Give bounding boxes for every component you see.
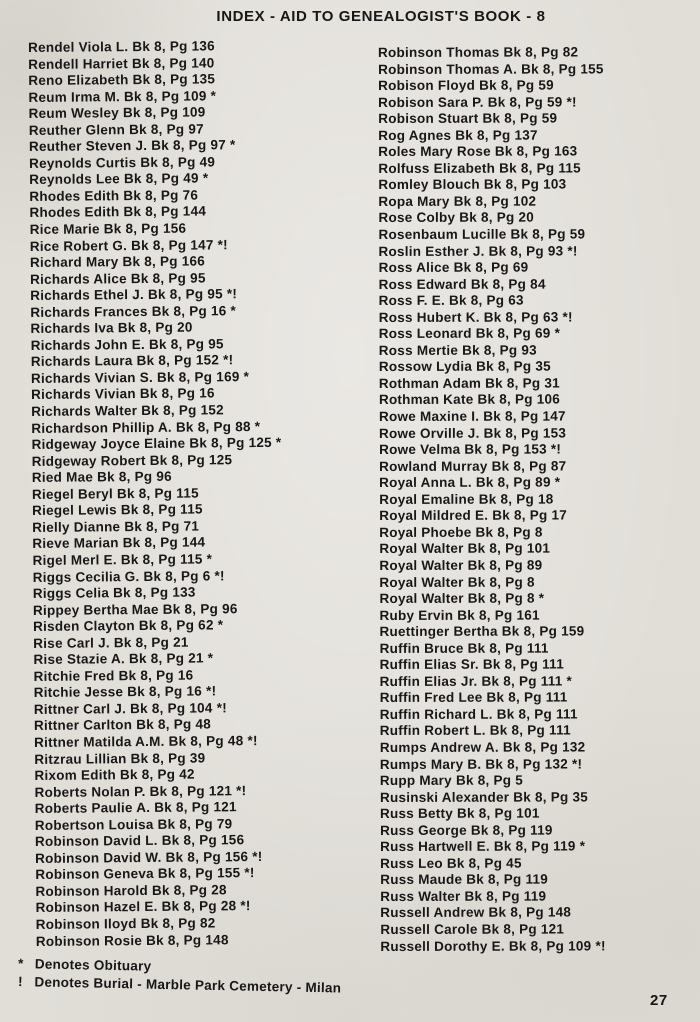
index-entry: Romley Blouch Bk 8, Pg 103 xyxy=(378,176,567,193)
footnotes xyxy=(15,955,342,998)
index-entry: Richard Mary Bk 8, Pg 166 xyxy=(29,253,206,271)
index-entry: Reynolds Lee Bk 8, Pg 49 * xyxy=(29,170,209,188)
index-entry: Ruby Ervin Bk 8, Pg 161 xyxy=(379,607,540,623)
index-entry: Richards Frances Bk 8, Pg 16 * xyxy=(30,302,237,320)
index-entry: Russell Carole Bk 8, Pg 121 xyxy=(380,921,565,937)
exclamation-symbol: ! xyxy=(17,974,23,990)
index-entry: Rhodes Edith Bk 8, Pg 144 xyxy=(29,203,207,221)
index-right-column xyxy=(378,44,695,955)
index-entry: Richards Walter Bk 8, Pg 152 xyxy=(31,402,224,420)
index-entry: Rise Stazie A. Bk 8, Pg 21 * xyxy=(33,650,214,668)
index-entry: Ridgeway Joyce Elaine Bk 8, Pg 125 * xyxy=(31,434,282,453)
index-left-column xyxy=(28,37,376,950)
index-entry: Rosenbaum Lucille Bk 8, Pg 59 xyxy=(378,226,586,243)
index-entry: Rhodes Edith Bk 8, Pg 76 xyxy=(29,187,199,204)
index-entry: Robinson Rosie Bk 8, Pg 148 xyxy=(35,931,229,949)
index-entry: Reuther Steven J. Bk 8, Pg 97 * xyxy=(28,137,236,155)
index-entry: Rendell Harriet Bk 8, Pg 140 xyxy=(28,54,215,72)
index-entry: Russ Betty Bk 8, Pg 101 xyxy=(379,805,540,822)
index-entry: Robinson Hazel E. Bk 8, Pg 28 *! xyxy=(35,898,251,916)
index-entry: Ruffin Robert L. Bk 8, Pg 111 xyxy=(379,722,571,739)
index-entry: Royal Mildred E. Bk 8, Pg 17 xyxy=(379,507,568,524)
index-entry: Richards Laura Bk 8, Pg 152 *! xyxy=(30,352,234,370)
index-entry: Rothman Kate Bk 8, Pg 106 xyxy=(378,392,561,408)
index-entry: Roles Mary Rose Bk 8, Pg 163 xyxy=(378,143,578,160)
index-entry: Rowe Velma Bk 8, Pg 153 *! xyxy=(379,441,562,458)
footnote-obituary-text: Denotes Obituary xyxy=(34,956,152,974)
index-entry: Rolfuss Elizabeth Bk 8, Pg 115 xyxy=(378,160,581,176)
index-entry: Ross Alice Bk 8, Pg 69 xyxy=(378,259,529,276)
index-entry: Reum Irma M. Bk 8, Pg 109 * xyxy=(28,88,217,105)
index-entry: Robinson Geneva Bk 8, Pg 155 *! xyxy=(35,865,255,883)
index-entry: Riggs Celia Bk 8, Pg 133 xyxy=(32,584,196,602)
index-entry: Rittner Carl J. Bk 8, Pg 104 *! xyxy=(33,700,227,717)
index-entry: Rendel Viola L. Bk 8, Pg 136 xyxy=(28,38,215,55)
asterisk-symbol: * xyxy=(17,956,24,972)
index-entry: Russell Dorothy E. Bk 8, Pg 109 *! xyxy=(380,937,606,954)
index-entry: Ruffin Fred Lee Bk 8, Pg 111 xyxy=(379,689,568,706)
index-entry: Russ Leo Bk 8, Pg 45 xyxy=(380,855,522,871)
index-entry: Ross Mertie Bk 8, Pg 93 xyxy=(378,342,537,358)
index-entry: Ridgeway Robert Bk 8, Pg 125 xyxy=(31,451,233,469)
index-entry: Russ Hartwell E. Bk 8, Pg 119 * xyxy=(380,838,586,855)
index-entry: Russell Andrew Bk 8, Pg 148 xyxy=(380,904,572,921)
index-entry: Reum Wesley Bk 8, Pg 109 xyxy=(28,104,206,122)
index-entry: Rose Colby Bk 8, Pg 20 xyxy=(378,210,535,226)
index-entry: Ross Hubert K. Bk 8, Pg 63 *! xyxy=(378,309,573,325)
index-entry: Riegel Beryl Bk 8, Pg 115 xyxy=(31,485,199,502)
index-entry: Rixom Edith Bk 8, Pg 42 xyxy=(34,766,195,784)
index-entry: Rieve Marian Bk 8, Pg 144 xyxy=(32,534,206,552)
index-entry: Royal Anna L. Bk 8, Pg 89 * xyxy=(379,474,561,491)
index-entry: Rigel Merl E. Bk 8, Pg 115 * xyxy=(32,551,213,568)
page-number: 27 xyxy=(650,992,668,1009)
index-entry: Richards Iva Bk 8, Pg 20 xyxy=(30,319,193,337)
index-entry: Rielly Dianne Bk 8, Pg 71 xyxy=(32,518,200,535)
index-entry: Ropa Mary Bk 8, Pg 102 xyxy=(378,193,537,209)
index-entry: Ruffin Elias Jr. Bk 8, Pg 111 * xyxy=(379,673,573,689)
index-entry: Riegel Lewis Bk 8, Pg 115 xyxy=(32,501,203,519)
index-entry: Richards Vivian Bk 8, Pg 16 xyxy=(31,385,215,403)
index-entry: Ruffin Elias Sr. Bk 8, Pg 111 xyxy=(379,656,564,673)
index-entry: Robertson Louisa Bk 8, Pg 79 xyxy=(34,815,233,833)
index-entry: Ross F. E. Bk 8, Pg 63 xyxy=(378,292,524,309)
index-entry: Rippey Bertha Mae Bk 8, Pg 96 xyxy=(32,600,238,618)
index-entry: Reuther Glenn Bk 8, Pg 97 xyxy=(28,121,204,138)
index-entry: Ritchie Jesse Bk 8, Pg 16 *! xyxy=(33,683,217,701)
index-entry: Robinson Harold Bk 8, Pg 28 xyxy=(35,882,227,899)
index-entry: Rumps Mary B. Bk 8, Pg 132 *! xyxy=(379,755,583,772)
index-entry: Robinson David W. Bk 8, Pg 156 *! xyxy=(35,848,263,866)
index-entry: Robison Sara P. Bk 8, Pg 59 *! xyxy=(378,94,577,110)
index-entry: Rice Robert G. Bk 8, Pg 147 *! xyxy=(29,236,228,254)
index-entry: Ritchie Fred Bk 8, Pg 16 xyxy=(33,667,194,684)
index-entry: Rothman Adam Bk 8, Pg 31 xyxy=(378,375,560,391)
index-entry: Robinson David L. Bk 8, Pg 156 xyxy=(34,832,245,850)
index-entry: Reynolds Curtis Bk 8, Pg 49 xyxy=(29,154,216,171)
index-entry: Robinson Thomas Bk 8, Pg 82 xyxy=(378,44,579,60)
index-entry: Rittner Carlton Bk 8, Pg 48 xyxy=(33,716,212,734)
index-entry: Ross Leonard Bk 8, Pg 69 * xyxy=(378,325,561,342)
index-entry: Royal Phoebe Bk 8, Pg 8 xyxy=(379,524,543,540)
index-entry: Rowland Murray Bk 8, Pg 87 xyxy=(379,458,567,474)
index-entry: Ruettinger Bertha Bk 8, Pg 159 xyxy=(379,623,585,640)
footnote-burial-text: Denotes Burial - Marble Park Cemetery - Milan xyxy=(34,974,342,996)
index-entry: Riggs Cecilia G. Bk 8, Pg 6 *! xyxy=(32,567,225,585)
index-entry: Ruffin Richard L. Bk 8, Pg 111 xyxy=(379,706,578,722)
index-entry: Rowe Maxine I. Bk 8, Pg 147 xyxy=(378,408,566,425)
index-entry: Russ Walter Bk 8, Pg 119 xyxy=(380,888,547,904)
index-entry: Richards John E. Bk 8, Pg 95 xyxy=(30,336,224,353)
page-title: INDEX - AID TO GENEALOGIST'S BOOK - 8 xyxy=(216,8,546,25)
index-entry: Roslin Esther J. Bk 8, Pg 93 *! xyxy=(378,243,578,259)
index-entry: Rossow Lydia Bk 8, Pg 35 xyxy=(378,358,551,375)
index-entry: Robison Floyd Bk 8, Pg 59 xyxy=(378,77,554,94)
index-entry: Robinson Iloyd Bk 8, Pg 82 xyxy=(35,915,216,932)
index-entry: Royal Walter Bk 8, Pg 89 xyxy=(379,557,543,573)
index-entry: Roberts Nolan P. Bk 8, Pg 121 *! xyxy=(34,782,247,800)
index-entry: Rittner Matilda A.M. Bk 8, Pg 48 *! xyxy=(34,732,258,750)
index-entry: Roberts Paulie A. Bk 8, Pg 121 xyxy=(34,799,237,817)
index-entry: Royal Walter Bk 8, Pg 101 xyxy=(379,540,551,557)
index-entry: Rowe Orville J. Bk 8, Pg 153 xyxy=(378,425,567,441)
index-entry: Russ George Bk 8, Pg 119 xyxy=(380,822,553,838)
index-entry: Rise Carl J. Bk 8, Pg 21 xyxy=(33,634,189,651)
index-entry: Risden Clayton Bk 8, Pg 62 * xyxy=(33,617,224,635)
index-entry: Rice Marie Bk 8, Pg 156 xyxy=(29,220,187,238)
index-entry: Rog Agnes Bk 8, Pg 137 xyxy=(378,127,538,143)
index-entry: Ross Edward Bk 8, Pg 84 xyxy=(378,276,546,292)
index-entry: Richards Alice Bk 8, Pg 95 xyxy=(30,270,206,287)
index-entry: Robison Stuart Bk 8, Pg 59 xyxy=(378,110,558,127)
index-entry: Robinson Thomas A. Bk 8, Pg 155 xyxy=(378,60,604,77)
index-entry: Russ Maude Bk 8, Pg 119 xyxy=(380,871,549,888)
index-entry: Richards Ethel J. Bk 8, Pg 95 *! xyxy=(30,286,238,304)
index-entry: Ritzrau Lillian Bk 8, Pg 39 xyxy=(34,749,206,767)
index-entry: Rumps Andrew A. Bk 8, Pg 132 xyxy=(379,739,586,755)
index-entry: Richardson Phillip A. Bk 8, Pg 88 * xyxy=(31,418,261,436)
index-entry: Royal Walter Bk 8, Pg 8 xyxy=(379,574,535,590)
index-entry: Rupp Mary Bk 8, Pg 5 xyxy=(379,772,523,789)
index-entry: Royal Walter Bk 8, Pg 8 * xyxy=(379,590,545,607)
index-entry: Reno Elizabeth Bk 8, Pg 135 xyxy=(28,71,216,89)
index-entry: Ried Mae Bk 8, Pg 96 xyxy=(31,468,172,486)
index-entry: Richards Vivian S. Bk 8, Pg 169 * xyxy=(30,369,250,386)
index-entry: Ruffin Bruce Bk 8, Pg 111 xyxy=(379,640,549,656)
index-entry: Royal Emaline Bk 8, Pg 18 xyxy=(379,491,554,507)
index-entry: Rusinski Alexander Bk 8, Pg 35 xyxy=(379,789,589,805)
